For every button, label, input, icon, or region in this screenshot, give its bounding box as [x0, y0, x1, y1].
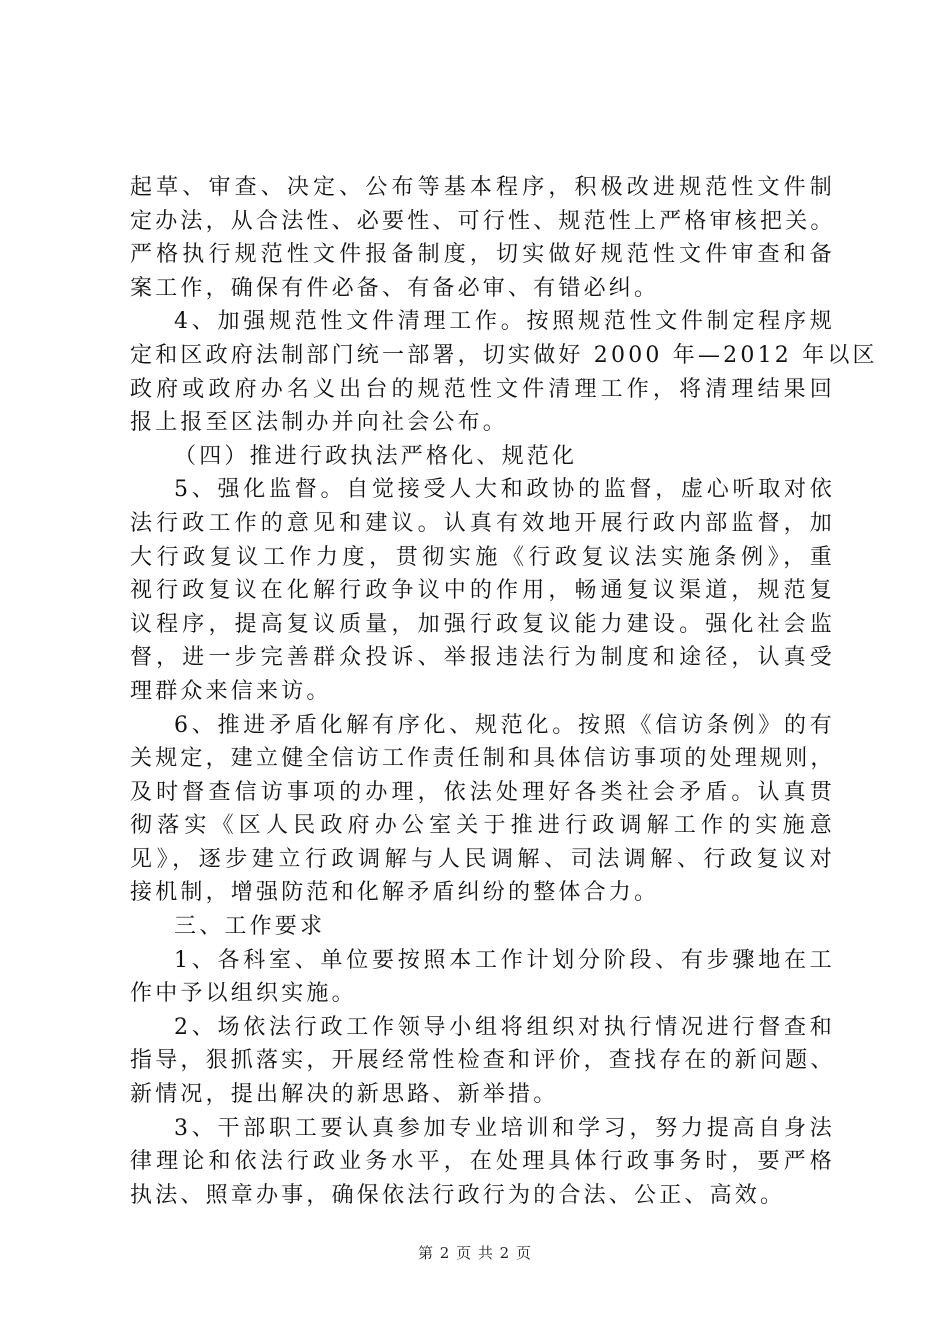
text-line: 严格执行规范性文件报备制度，切实做好规范性文件审查和备: [130, 242, 835, 268]
text-line: 见》，逐步建立行政调解与人民调解、司法调解、行政复议对: [130, 846, 835, 872]
text-line: 2、场依法行政工作领导小组将组织对执行情况进行督查和: [174, 1014, 835, 1040]
text-line: 作中予以组织实施。: [130, 981, 357, 1007]
text-line: 律理论和依法行政业务水平，在处理具体行政事务时，要严格: [130, 1149, 835, 1175]
text-line: 定和区政府法制部门统一部署，切实做好 2000 年—2012 年以区: [130, 342, 878, 368]
text-line: 5、强化监督。自觉接受人大和政协的监督，虚心听取对依: [174, 477, 835, 503]
text-line: （四）推进行政执法严格化、规范化: [174, 443, 578, 469]
text-line: 起草、审查、决定、公布等基本程序，积极改进规范性文件制: [130, 175, 835, 200]
text-line: 4、加强规范性文件清理工作。按照规范性文件制定程序规: [174, 309, 835, 335]
text-line: 3、干部职工要认真参加专业培训和学习，努力提高自身法: [174, 1115, 835, 1141]
text-line: 关规定，建立健全信访工作责任制和具体信访事项的处理规则，: [130, 746, 836, 772]
text-line: 彻落实《区人民政府办公室关于推进行政调解工作的实施意: [130, 813, 835, 839]
text-line: 视行政复议在化解行政争议中的作用，畅通复议渠道，规范复: [130, 578, 835, 604]
text-line: 大行政复议工作力度，贯彻实施《行政复议法实施条例》，重: [130, 544, 835, 570]
text-line: 1、各科室、单位要按照本工作计划分阶段、有步骤地在工: [174, 947, 835, 973]
document-body: [130, 171, 878, 1212]
text-line: 6、推进矛盾化解有序化、规范化。按照《信访条例》的有: [174, 712, 835, 738]
text-line: 执法、照章办事，确保依法行政行为的合法、公正、高效。: [130, 1182, 786, 1208]
text-line: 新情况，提出解决的新思路、新举措。: [130, 1082, 559, 1108]
text-line: 督，进一步完善群众投诉、举报违法行为制度和途径，认真受: [130, 645, 835, 671]
text-line: 政府或政府办名义出台的规范性文件清理工作，将清理结果回: [130, 376, 835, 402]
text-line: 及时督查信访事项的办理，依法处理好各类社会矛盾。认真贯: [130, 779, 835, 805]
text-line: 三、工作要求: [174, 914, 326, 940]
text-line: 定办法，从合法性、必要性、可行性、规范性上严格审核把关。: [130, 208, 836, 234]
text-line: 案工作，确保有件必备、有备必审、有错必纠。: [130, 275, 660, 301]
text-line: 指导，狠抓落实，开展经常性检查和评价，查找存在的新问题、: [130, 1048, 836, 1074]
page-footer: 第 2 页 共 2 页: [418, 1244, 532, 1262]
text-line: 接机制，增强防范和化解矛盾纠纷的整体合力。: [130, 880, 660, 906]
text-line: 法行政工作的意见和建议。认真有效地开展行政内部监督，加: [130, 510, 835, 536]
text-line: 理群众来信来访。: [130, 678, 332, 704]
text-line: 报上报至区法制办并向社会公布。: [130, 410, 509, 436]
text-line: 议程序，提高复议质量，加强行政复议能力建设。强化社会监: [130, 611, 835, 637]
